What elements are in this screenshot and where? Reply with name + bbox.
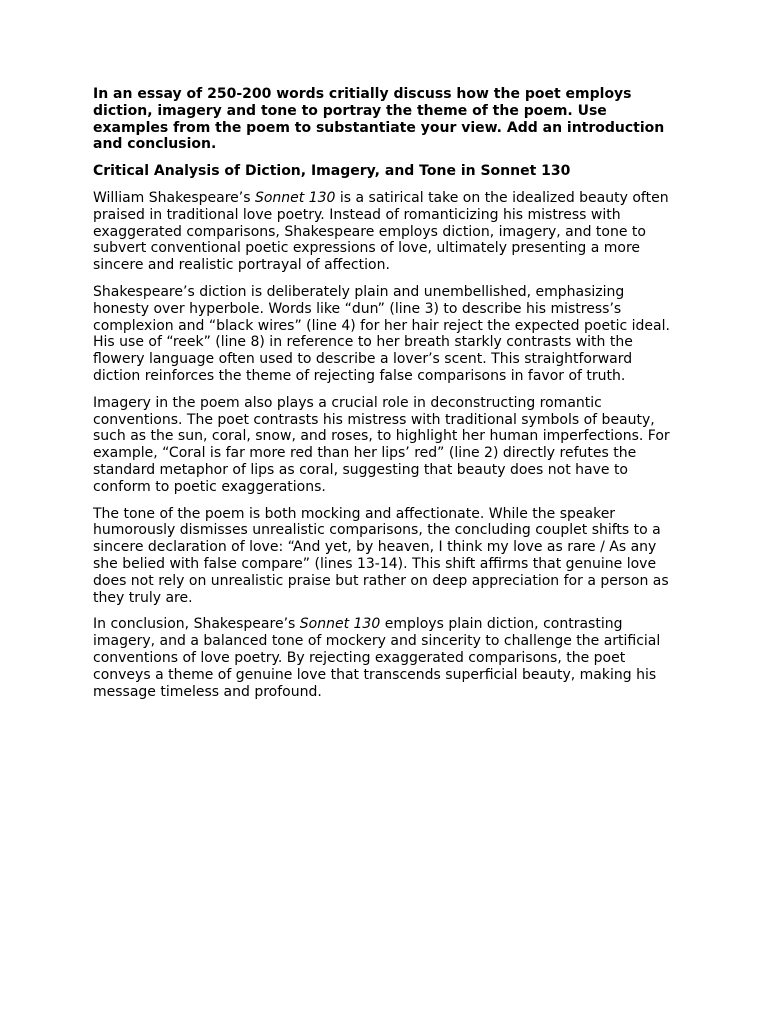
diction-paragraph: Shakespeare’s diction is deliberately plain and unembellished, emphasizing honesty over hyperbole. Words like “dun” (line 3) to describe his mistress’s complexion and “black wires” (line 4) for her hair reject the expected poetic ideal. His use of “reek” (line 8) in reference to her breath starkly contrasts with the flowery language often used to describe a lover’s scent. This straightforward diction reinforces the theme of rejecting false comparisons in favor of truth. [93, 283, 670, 384]
essay-heading: Critical Analysis of Diction, Imagery, and Tone in Sonnet 130 [93, 163, 571, 180]
essay-prompt: In an essay of 250-200 words critially discuss how the poet employs diction, imagery and tone to portray the theme of the poem. Use examples from the poem to substantiate your view. Add an introduction and conclusion. [93, 86, 665, 153]
tone-paragraph: The tone of the poem is both mocking and affectionate. While the speaker humorously dismisses unrealistic comparisons, the concluding couplet shifts to a sincere declaration of love: “And yet, by heaven, I think my love as rare / As any she belied with false compare” (lines 13-14). This shift affirms that genuine love does not rely on unrealistic praise but rather on deep appreciation for a person as they truly are. [93, 505, 669, 606]
conclusion-poem-title: Sonnet 130 [299, 616, 381, 633]
imagery-paragraph: Imagery in the poem also plays a crucial role in deconstructing romantic conventions. The poet contrasts his mistress with traditional symbols of beauty, such as the sun, coral, snow, and roses, to highlight her human imperfections. For example, “Coral is far more red than her lips’ red” (line 2) directly refutes the standard metaphor of lips as coral, suggesting that beauty does not have to conform to poetic exaggerations. [93, 394, 670, 495]
intro-text-end: is a satirical take on the idealized beauty often praised in traditional love poetry. Instead of romanticizing his mistress with exaggerated comparisons, Shakespeare employs diction, imagery, and tone to subvert conventional poetic expressions of love, ultimately presenting a more sincere and realistic portrayal of affection. [93, 189, 669, 274]
document-page [93, 86, 678, 710]
conclusion-paragraph [93, 616, 678, 700]
conclusion-text-start: In conclusion, Shakespeare’s [93, 616, 300, 633]
conclusion-text-end: employs plain diction, contrasting imagery, and a balanced tone of mockery and sincerity to challenge the artificial conventions of love poetry. By rejecting exaggerated comparisons, the poet conveys a theme of genuine love that transcends superficial beauty, making his message timeless and profound. [93, 616, 661, 700]
intro-text-start: William Shakespeare’s [93, 189, 255, 206]
intro-poem-title: Sonnet 130 [254, 189, 336, 206]
introduction-paragraph [93, 190, 678, 274]
